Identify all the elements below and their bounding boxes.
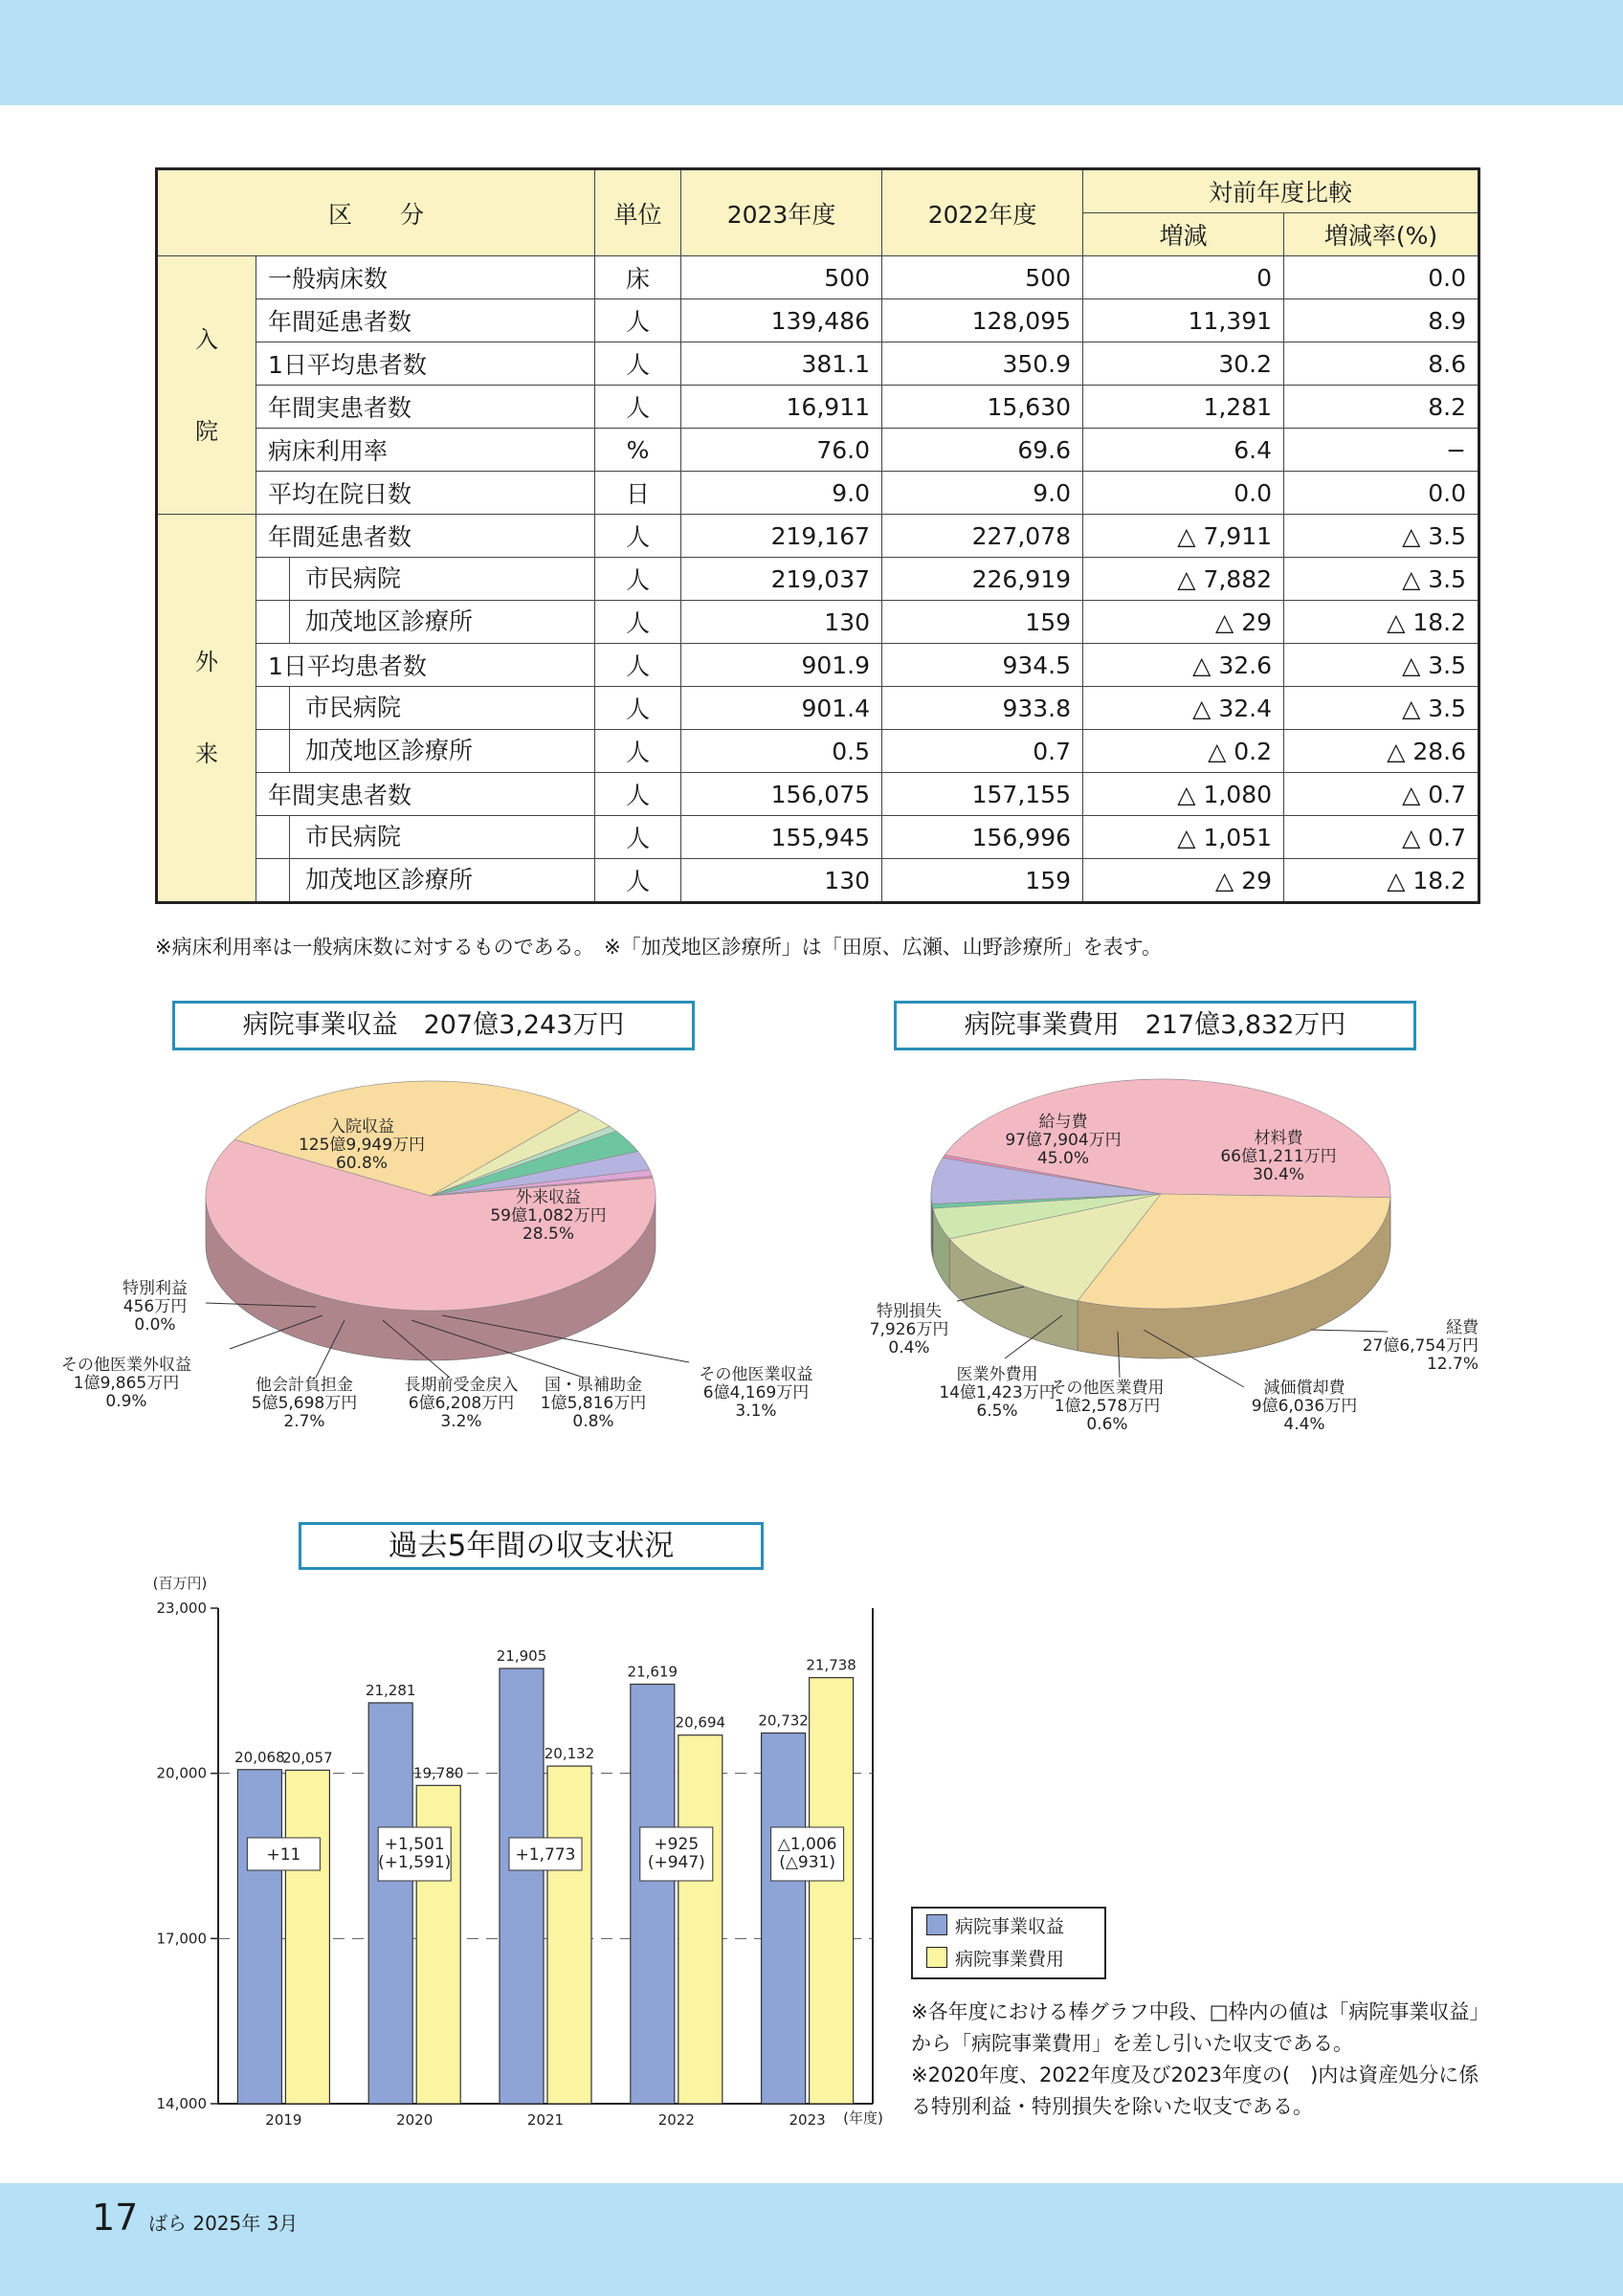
- cell-unit: 人: [595, 558, 681, 601]
- pie0-label-0-line: 入院収益: [329, 1117, 394, 1137]
- pie0-label-1-line: 28.5%: [522, 1225, 575, 1244]
- cell-unit: 人: [595, 644, 681, 687]
- cell-diff: △ 1,080: [1083, 773, 1284, 816]
- row-label: 病床利用率: [256, 429, 595, 472]
- header-category: 区 分: [157, 169, 595, 256]
- pie1-label-5-line: 14億1,423万円: [939, 1383, 1056, 1402]
- cell-y2023: 156,075: [681, 773, 882, 816]
- cell-y2023: 155,945: [681, 816, 882, 859]
- cell-rate: △ 18.2: [1284, 601, 1479, 644]
- y-tick-label-0: [157, 2095, 208, 2112]
- bar-value-label-1-1-line: 19,780: [412, 1764, 464, 1782]
- cell-rate: 0.0: [1284, 472, 1479, 515]
- pie0-label-7-line: 456万円: [122, 1297, 188, 1316]
- pie1-label-4-line: 1億2,578万円: [1054, 1397, 1161, 1416]
- cell-diff: △ 7,882: [1083, 558, 1284, 601]
- pie0-label-5: [252, 1376, 357, 1431]
- balance-label-4-line: (△931): [779, 1853, 835, 1872]
- row-label: 1日平均患者数: [256, 342, 595, 386]
- x-tick-label-3: [658, 2111, 695, 2129]
- balance-label-1-line: +1,501: [384, 1835, 445, 1854]
- row-label: 一般病床数: [256, 256, 595, 299]
- cell-diff: △ 0.2: [1083, 730, 1284, 773]
- bar-chart-title-text: 過去5年間の収支状況: [388, 1529, 675, 1563]
- x-tick-label-2-line: 2021: [526, 2111, 565, 2129]
- legend-label-expense: 病院事業費用: [955, 1948, 1065, 1970]
- x-tick-label-2: [527, 2111, 564, 2129]
- y-unit-label: [153, 1575, 208, 1592]
- x-tick-label-3-line: 2022: [657, 2111, 695, 2129]
- cell-diff: 1,281: [1083, 386, 1284, 429]
- cell-unit: 人: [595, 816, 681, 859]
- cell-diff: 30.2: [1083, 342, 1284, 386]
- cell-unit: 床: [595, 256, 681, 299]
- pie0-label-3-line: 1億5,816万円: [540, 1394, 647, 1413]
- pie1-label-3-line: 9億6,036万円: [1251, 1397, 1358, 1416]
- cell-diff: 6.4: [1083, 429, 1284, 472]
- pie0-label-7-line: 特別利益: [122, 1279, 188, 1298]
- row-label: 年間実患者数: [256, 386, 595, 429]
- pie1-label-0-line: 給与費: [1038, 1113, 1088, 1132]
- cell-y2023: 901.9: [681, 644, 882, 687]
- pie0-label-6-line: 0.9%: [105, 1392, 147, 1411]
- balance-label-3: [648, 1835, 705, 1872]
- cell-y2022: 128,095: [882, 299, 1083, 342]
- y-tick-label-2: [157, 1765, 208, 1782]
- cell-rate: △ 3.5: [1284, 644, 1479, 687]
- balance-label-1-line: (+1,591): [378, 1853, 452, 1872]
- cell-y2022: 156,996: [882, 816, 1083, 859]
- pie0-label-5-line: 2.7%: [283, 1412, 325, 1431]
- legend-label-revenue: 病院事業収益: [955, 1915, 1065, 1937]
- bar-value-label-0-4-line: 20,732: [758, 1711, 809, 1730]
- pie1-label-6: [870, 1302, 949, 1358]
- balance-label-4-line: △1,006: [777, 1835, 837, 1854]
- row-label-text: 市民病院: [289, 558, 583, 600]
- pie1-label-1-line: 材料費: [1254, 1129, 1303, 1148]
- pie1-label-6-line: 7,926万円: [869, 1320, 949, 1339]
- pie0-label-4-line: 長期前受金戻入: [404, 1376, 519, 1395]
- bar-value-label-0-0-line: 20,068: [234, 1748, 285, 1766]
- y-unit-label-line: (百万円): [152, 1575, 208, 1592]
- pie0-label-5-line: 他会計負担金: [256, 1376, 353, 1395]
- group-inpatient-1: 入: [195, 325, 218, 353]
- cell-y2022: 0.7: [882, 730, 1083, 773]
- issue-label: ばら 2025年 3月: [148, 2212, 299, 2235]
- bar-value-label-0-3-line: 21,619: [627, 1663, 678, 1681]
- balance-label-0-line: +11: [266, 1845, 301, 1865]
- cell-diff: △ 32.6: [1083, 644, 1284, 687]
- bar-footnotes: [911, 1997, 1485, 2123]
- bar-revenue-2020: [368, 1703, 412, 2104]
- cell-y2023: 76.0: [681, 429, 882, 472]
- legend-swatch-expense: [926, 1947, 947, 1968]
- pie1-label-2-line: 経費: [1446, 1318, 1478, 1337]
- pie1-label-3: [1252, 1379, 1357, 1434]
- bar-value-label-1-4-line: 21,738: [806, 1656, 856, 1674]
- row-label: 年間延患者数: [256, 515, 595, 558]
- y-tick-label-1: [157, 1930, 208, 1947]
- pie0-label-4-line: 6億6,208万円: [408, 1394, 515, 1413]
- pie0-label-6-line: 1億9,865万円: [73, 1374, 180, 1393]
- cell-diff: △ 1,051: [1083, 816, 1284, 859]
- x-tick-label-4-line: 2023: [789, 2111, 826, 2129]
- pie1-label-1-line: 30.4%: [1252, 1165, 1305, 1184]
- pie1-label-4-line: その他医業費用: [1050, 1379, 1165, 1398]
- cell-y2022: 69.6: [882, 429, 1083, 472]
- cell-unit: 人: [595, 342, 681, 386]
- pie0-label-6: [61, 1356, 191, 1411]
- pie1-label-5: [939, 1365, 1055, 1421]
- y-tick-label-2-line: 20,000: [156, 1764, 207, 1782]
- header-2023: 2023年度: [681, 169, 882, 256]
- row-label: 平均在院日数: [256, 472, 595, 515]
- cell-diff: △ 32.4: [1083, 687, 1284, 730]
- pie1-label-1-line: 66億1,211万円: [1220, 1147, 1337, 1166]
- bar-value-label-0-3: [628, 1663, 678, 1680]
- cell-y2023: 9.0: [681, 472, 882, 515]
- cell-rate: 8.9: [1284, 299, 1479, 342]
- bar-value-label-0-0: [234, 1749, 285, 1766]
- pie0-label-0-line: 60.8%: [335, 1154, 389, 1173]
- balance-label-3-line: +925: [654, 1835, 700, 1854]
- footnote-2: ※2020年度、2022年度及び2023年度の( )内は資産処分に係る特別利益・特別損失を除いた収支である。: [911, 2064, 1479, 2118]
- x-unit-label-line: (年度): [843, 2109, 883, 2127]
- row-label-text: 市民病院: [289, 816, 583, 858]
- pie0-label-4-line: 3.2%: [440, 1412, 482, 1431]
- bar-value-label-1-1: [413, 1764, 464, 1781]
- legend-swatch-revenue: [926, 1914, 947, 1935]
- cell-unit: 人: [595, 730, 681, 773]
- pie0-label-1-line: 59億1,082万円: [490, 1206, 607, 1225]
- row-label: 年間延患者数: [256, 299, 595, 342]
- cell-rate: △ 3.5: [1284, 558, 1479, 601]
- cell-y2022: 500: [882, 256, 1083, 299]
- x-unit-label: [843, 2109, 883, 2127]
- cell-y2023: 130: [681, 601, 882, 644]
- bar-revenue-2023: [762, 1733, 806, 2104]
- pie0-label-6-line: その他医業外収益: [61, 1356, 191, 1375]
- bar-value-label-0-1-line: 21,281: [365, 1681, 416, 1699]
- cell-y2022: 933.8: [882, 687, 1083, 730]
- row-label-text: 市民病院: [289, 687, 583, 729]
- header-compare: 対前年度比較: [1083, 169, 1479, 213]
- cell-unit: 人: [595, 859, 681, 903]
- bar-legend: [911, 1907, 1106, 1979]
- cell-diff: △ 29: [1083, 859, 1284, 903]
- cell-unit: 人: [595, 299, 681, 342]
- bar-value-label-0-2: [497, 1647, 547, 1665]
- cell-rate: △ 3.5: [1284, 687, 1479, 730]
- cell-y2022: 350.9: [882, 342, 1083, 386]
- header-rate: 増減率(%): [1284, 213, 1479, 256]
- x-tick-label-1-line: 2020: [396, 2111, 434, 2129]
- pie1-label-2-line: 12.7%: [1426, 1355, 1478, 1374]
- cell-y2023: 130: [681, 859, 882, 903]
- pie0-label-2: [700, 1365, 813, 1421]
- bar-value-label-1-0: [282, 1749, 333, 1766]
- bar-value-label-1-3: [676, 1714, 726, 1732]
- pie0-label-3: [541, 1376, 646, 1431]
- x-tick-label-0-line: 2019: [265, 2111, 302, 2129]
- cell-rate: △ 3.5: [1284, 515, 1479, 558]
- balance-label-4: [778, 1835, 837, 1872]
- cell-y2023: 901.4: [681, 687, 882, 730]
- group-outpatient-1: 外: [195, 649, 218, 675]
- y-tick-label-3-line: 23,000: [156, 1600, 207, 1617]
- header-unit: 単位: [595, 169, 681, 256]
- balance-label-0: [266, 1845, 300, 1865]
- pie1-label-2-line: 27億6,754万円: [1362, 1336, 1478, 1356]
- cell-y2022: 227,078: [882, 515, 1083, 558]
- bar-expense-2023: [810, 1678, 854, 2104]
- cell-y2022: 934.5: [882, 644, 1083, 687]
- cell-y2023: 500: [681, 256, 882, 299]
- cell-y2023: 381.1: [681, 342, 882, 386]
- bar-revenue-2022: [631, 1684, 675, 2104]
- bar-revenue-2021: [500, 1668, 544, 2104]
- cell-unit: 人: [595, 773, 681, 816]
- pie1-label-4-line: 0.6%: [1086, 1415, 1128, 1434]
- cell-y2022: 226,919: [882, 558, 1083, 601]
- pie1-leader-2: [1311, 1330, 1388, 1332]
- pie1-label-3-line: 4.4%: [1283, 1415, 1325, 1434]
- pie0-label-2-line: 6億4,169万円: [702, 1383, 810, 1402]
- cell-rate: 8.2: [1284, 386, 1479, 429]
- bar-value-label-1-3-line: 20,694: [675, 1713, 726, 1732]
- cell-y2023: 219,167: [681, 515, 882, 558]
- cell-y2023: 139,486: [681, 299, 882, 342]
- group-outpatient-2: 来: [195, 740, 218, 767]
- y-tick-label-3: [157, 1600, 208, 1617]
- cell-unit: 人: [595, 601, 681, 644]
- cell-unit: %: [595, 429, 681, 472]
- cell-diff: 11,391: [1083, 299, 1284, 342]
- cell-diff: △ 29: [1083, 601, 1284, 644]
- header-2022: 2022年度: [882, 169, 1083, 256]
- bar-value-label-1-4: [806, 1657, 856, 1674]
- bar-value-label-0-2-line: 21,905: [496, 1647, 547, 1666]
- pie0-label-3-line: 0.8%: [572, 1412, 614, 1431]
- pie1-label-6-line: 特別損失: [877, 1302, 942, 1321]
- cell-y2022: 157,155: [882, 773, 1083, 816]
- cell-rate: △ 0.7: [1284, 816, 1479, 859]
- balance-label-2: [516, 1845, 576, 1865]
- pie0-label-2-line: 3.1%: [735, 1402, 777, 1421]
- pie1-label-2: [1363, 1318, 1479, 1374]
- bar-value-label-1-2: [545, 1745, 595, 1762]
- pie1-label-0-line: 45.0%: [1036, 1149, 1090, 1168]
- cell-y2023: 219,037: [681, 558, 882, 601]
- cell-rate: 0.0: [1284, 256, 1479, 299]
- pie1-label-0-line: 97億7,904万円: [1005, 1131, 1122, 1150]
- bar-expense-2021: [547, 1766, 591, 2104]
- pie0-label-7: [122, 1279, 188, 1335]
- cell-rate: 8.6: [1284, 342, 1479, 386]
- cell-diff: △ 7,911: [1083, 515, 1284, 558]
- x-tick-label-0: [265, 2111, 301, 2129]
- pie0-label-1-line: 外来収益: [516, 1188, 581, 1207]
- pie1-label-6-line: 0.4%: [888, 1338, 930, 1358]
- cell-y2022: 159: [882, 601, 1083, 644]
- bar-expense-2022: [678, 1735, 723, 2104]
- cell-unit: 日: [595, 472, 681, 515]
- cell-rate: △ 18.2: [1284, 859, 1479, 903]
- footer-band: [0, 2183, 1623, 2296]
- pie1-label-5-line: 6.5%: [976, 1402, 1018, 1421]
- cell-rate: △ 0.7: [1284, 773, 1479, 816]
- page-number: 17: [92, 2197, 139, 2239]
- pie1-label-4: [1051, 1379, 1165, 1434]
- cell-rate: −: [1284, 429, 1479, 472]
- revenue-pie-title-text: 病院事業収益 207億3,243万円: [242, 1010, 625, 1040]
- pie0-label-7-line: 0.0%: [134, 1315, 176, 1335]
- y-tick-label-0-line: 14,000: [156, 2095, 207, 2112]
- pie0-label-2-line: その他医業収益: [699, 1365, 813, 1384]
- cell-unit: 人: [595, 687, 681, 730]
- expense-pie-title-text: 病院事業費用 217億3,832万円: [964, 1010, 1346, 1040]
- pie0-label-3-line: 国・県補助金: [545, 1376, 642, 1395]
- balance-label-3-line: (+947): [647, 1853, 705, 1872]
- bar-value-label-1-0-line: 20,057: [282, 1749, 333, 1767]
- pie1-label-3-line: 減価償却費: [1263, 1379, 1345, 1398]
- cell-unit: 人: [595, 515, 681, 558]
- group-inpatient-2: 院: [195, 417, 218, 445]
- pie1-label-5-line: 医業外費用: [956, 1365, 1038, 1384]
- x-tick-label-1: [396, 2111, 433, 2129]
- table-note: ※病床利用率は一般病床数に対するものである。 ※「加茂地区診療所」は「田原、広瀬、山野診療所」を表す。: [155, 936, 1163, 959]
- x-tick-label-4: [789, 2111, 826, 2129]
- bar-revenue-2019: [237, 1770, 281, 2104]
- cell-y2023: 0.5: [681, 730, 882, 773]
- pie0-label-4: [405, 1376, 519, 1431]
- legend-item-expense: [913, 1941, 1104, 1974]
- cell-y2022: 15,630: [882, 386, 1083, 429]
- row-label-text: 加茂地区診療所: [289, 730, 583, 772]
- bar-expense-2019: [285, 1770, 329, 2104]
- cell-y2023: 16,911: [681, 386, 882, 429]
- cell-unit: 人: [595, 386, 681, 429]
- cell-y2022: 159: [882, 859, 1083, 903]
- balance-label-2-line: +1,773: [515, 1845, 576, 1865]
- pie0-label-5-line: 5億5,698万円: [251, 1394, 358, 1413]
- row-label: 1日平均患者数: [256, 644, 595, 687]
- cell-y2022: 9.0: [882, 472, 1083, 515]
- y-tick-label-1-line: 17,000: [156, 1930, 207, 1948]
- header-diff: 増減: [1083, 213, 1284, 256]
- legend-item-revenue: [913, 1909, 1104, 1941]
- row-label-text: 加茂地区診療所: [289, 601, 583, 643]
- row-label-text: 加茂地区診療所: [289, 859, 583, 901]
- bar-value-label-1-2-line: 20,132: [544, 1745, 595, 1763]
- row-label: 年間実患者数: [256, 773, 595, 816]
- pie0-label-0-line: 125億9,949万円: [298, 1136, 426, 1155]
- bar-value-label-0-4: [758, 1712, 809, 1730]
- balance-label-1: [378, 1835, 451, 1872]
- cell-rate: △ 28.6: [1284, 730, 1479, 773]
- footnote-1: ※各年度における棒グラフ中段、□枠内の値は「病院事業収益」から「病院事業費用」を差し引いた収支である。: [911, 2000, 1479, 2055]
- cell-diff: 0.0: [1083, 472, 1284, 515]
- cell-diff: 0: [1083, 256, 1284, 299]
- bar-value-label-0-1: [366, 1682, 416, 1699]
